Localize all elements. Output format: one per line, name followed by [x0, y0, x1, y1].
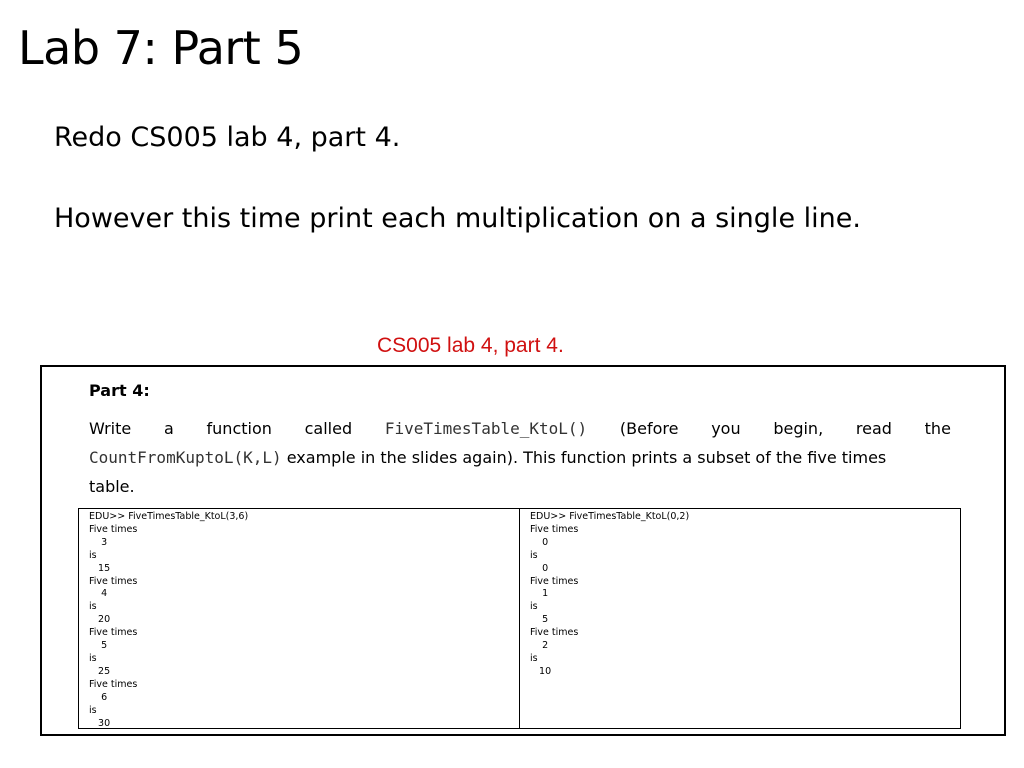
lab-excerpt-image — [40, 365, 1006, 736]
word: you — [711, 419, 741, 438]
instruction-line-2: However this time print each multiplication on a single line. — [54, 203, 861, 234]
word: called — [304, 419, 353, 438]
output-line: 3 — [89, 536, 108, 548]
output-line: Five times — [89, 523, 138, 535]
part-description — [89, 414, 951, 501]
output-line: Five times — [530, 627, 579, 639]
output-line: Five times — [89, 627, 138, 639]
output-line: 5 — [530, 614, 549, 626]
description-line-3: table. — [89, 477, 135, 496]
part-heading: Part 4: — [89, 381, 150, 400]
slide-title: Lab 7: Part 5 — [18, 21, 304, 75]
output-line: 5 — [89, 640, 108, 652]
output-line: 25 — [89, 665, 111, 677]
output-line: is — [89, 601, 97, 613]
description-text: example in the slides again). This function prints a subset of the five times — [281, 448, 887, 467]
output-line: 10 — [530, 665, 552, 677]
output-line: 0 — [530, 562, 549, 574]
output-line: Five times — [530, 575, 579, 587]
word: Write — [89, 419, 132, 438]
output-line: 30 — [89, 717, 111, 729]
output-line: 15 — [89, 562, 111, 574]
word: begin, — [773, 419, 824, 438]
output-line: 0 — [530, 536, 549, 548]
output-line: is — [89, 704, 97, 716]
word: the — [924, 419, 951, 438]
description-line-1 — [89, 414, 951, 443]
word: read — [855, 419, 892, 438]
image-caption: CS005 lab 4, part 4. — [377, 334, 564, 357]
output-line: 6 — [89, 691, 108, 703]
output-line: EDU>> FiveTimesTable_KtoL(3,6) — [89, 511, 249, 522]
output-line: is — [530, 652, 538, 664]
reference-function: CountFromKuptoL(K,L) — [89, 448, 282, 467]
output-line: 2 — [530, 640, 549, 652]
instruction-line-1: Redo CS005 lab 4, part 4. — [54, 122, 401, 153]
example-right-column — [520, 509, 960, 728]
output-line: 20 — [89, 614, 111, 626]
output-line: is — [530, 549, 538, 561]
word: a — [163, 419, 174, 438]
output-line: is — [89, 549, 97, 561]
output-line: Five times — [89, 575, 138, 587]
output-line: 1 — [530, 588, 549, 600]
word: function — [206, 419, 272, 438]
word: (Before — [619, 419, 679, 438]
output-line: is — [89, 652, 97, 664]
output-line: Five times — [530, 523, 579, 535]
example-left-column — [79, 509, 520, 728]
output-line: 4 — [89, 588, 108, 600]
output-line: Five times — [89, 678, 138, 690]
example-output-table — [78, 508, 961, 729]
function-name: FiveTimesTable_KtoL() — [384, 419, 588, 438]
output-line: is — [530, 601, 538, 613]
description-line-2 — [89, 443, 951, 472]
output-line: EDU>> FiveTimesTable_KtoL(0,2) — [530, 511, 690, 522]
